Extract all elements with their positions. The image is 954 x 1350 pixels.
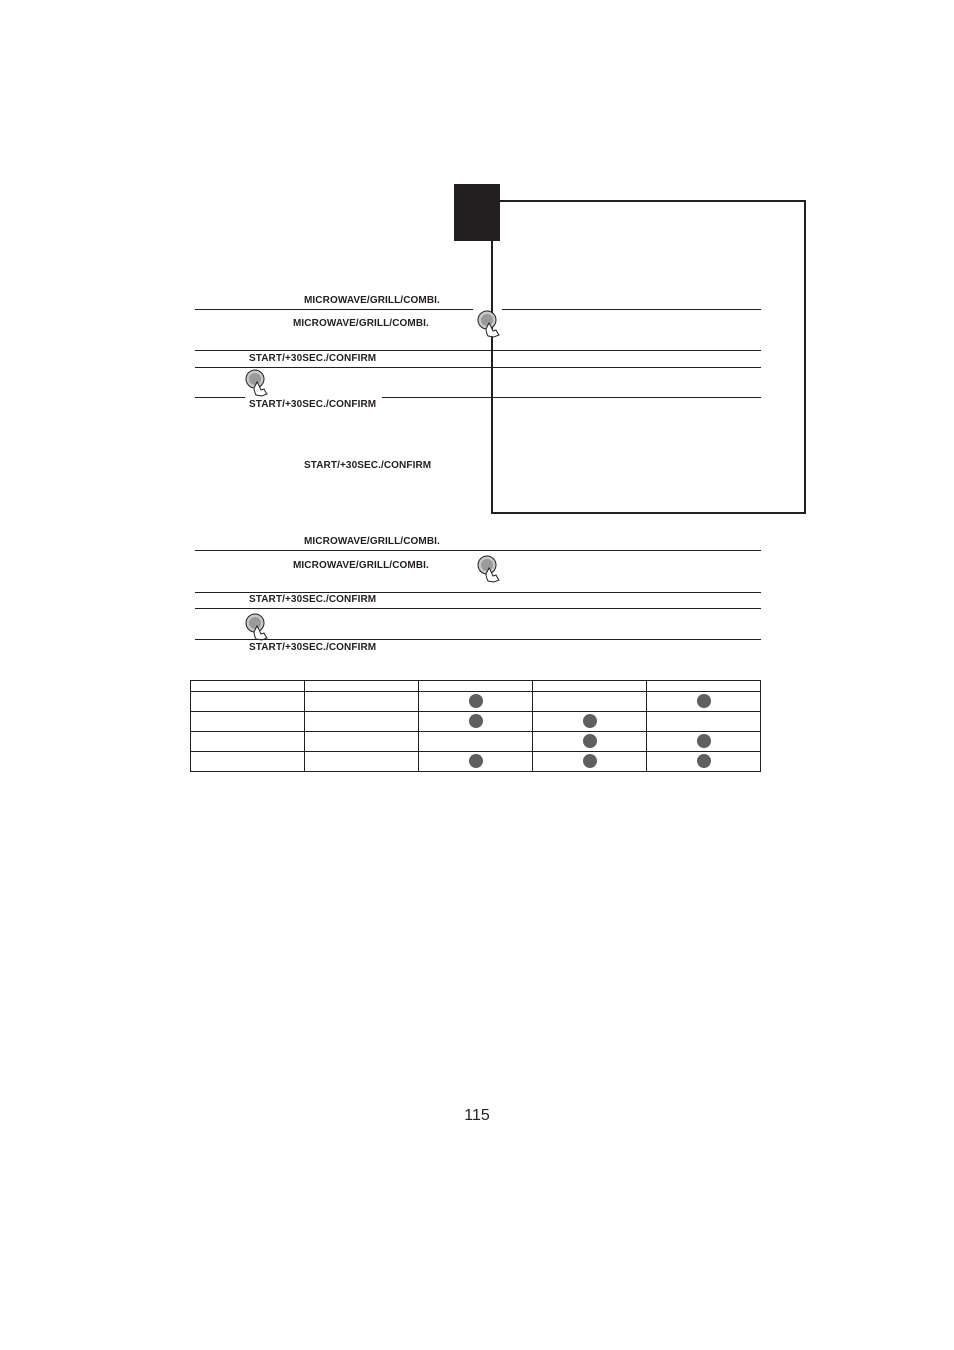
table-cell [647,712,761,732]
table-cell [191,681,305,692]
table-cell [533,712,647,732]
table-cell [647,752,761,772]
start-button-label: START/+30SEC./CONFIRM [249,594,377,605]
table-cell [647,681,761,692]
start-button-label: START/+30SEC./CONFIRM [249,642,377,653]
table-cell [305,752,419,772]
table-cell [305,732,419,752]
table-cell [647,732,761,752]
table-cell [191,692,305,712]
mode-button-label: MICROWAVE/GRILL/COMBI. [293,560,429,571]
filled-circle-icon [697,734,711,748]
table-cell [419,752,533,772]
dial-knob-icon [476,552,502,584]
table-cell [533,692,647,712]
dial-knob-icon [244,366,270,398]
filled-circle-icon [469,754,483,768]
table-cell [191,732,305,752]
table-cell [419,712,533,732]
divider [502,309,761,310]
table-cell [305,681,419,692]
note-box [491,200,806,514]
table-row [191,732,761,752]
divider [195,608,761,609]
table-cell [533,752,647,772]
table-cell [533,681,647,692]
table-row [191,752,761,772]
dial-knob-icon [476,307,502,339]
mode-button-label: MICROWAVE/GRILL/COMBI. [293,318,429,329]
filled-circle-icon [697,754,711,768]
filled-circle-icon [583,754,597,768]
mode-table [190,680,761,772]
filled-circle-icon [469,714,483,728]
table-cell [305,692,419,712]
filled-circle-icon [583,734,597,748]
table-header-row [191,681,761,692]
table-row [191,712,761,732]
start-button-label: START/+30SEC./CONFIRM [304,460,432,471]
table-cell [419,692,533,712]
table-cell [647,692,761,712]
divider [195,550,761,551]
divider [382,397,761,398]
table-cell [191,712,305,732]
filled-circle-icon [469,694,483,708]
filled-circle-icon [697,694,711,708]
divider [195,367,761,368]
divider [195,639,761,640]
mode-button-label: MICROWAVE/GRILL/COMBI. [304,295,440,306]
table-row [191,692,761,712]
start-button-label: START/+30SEC./CONFIRM [249,353,377,364]
table-cell [533,732,647,752]
divider [195,397,245,398]
page-number: 115 [464,1107,490,1124]
dial-knob-icon [244,610,270,642]
divider [195,350,761,351]
start-button-label: START/+30SEC./CONFIRM [249,399,377,410]
table-cell [419,732,533,752]
divider [195,309,473,310]
divider [195,592,761,593]
filled-circle-icon [583,714,597,728]
table-cell [305,712,419,732]
table-cell [191,752,305,772]
table-cell [419,681,533,692]
mode-button-label: MICROWAVE/GRILL/COMBI. [304,536,440,547]
